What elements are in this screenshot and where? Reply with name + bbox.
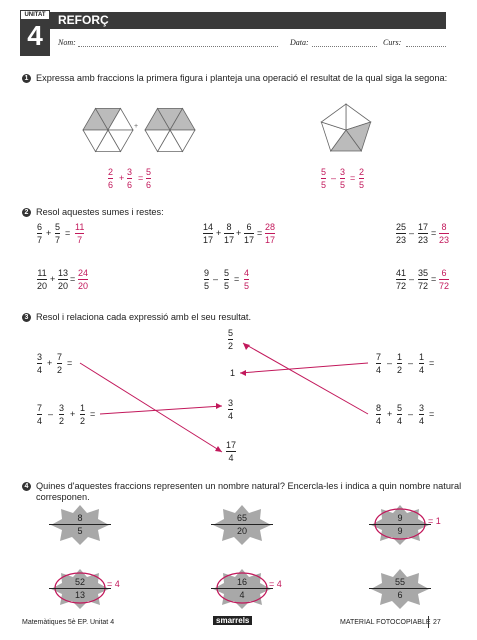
fraction: 65 20 [211, 513, 273, 536]
fraction: 3 4 [37, 352, 43, 375]
arrow-head [240, 370, 246, 376]
arrow-head [216, 403, 222, 409]
fraction: 5 4 [397, 403, 403, 426]
fraction-result: 11 7 [75, 222, 85, 245]
figure-plus-sign: + [134, 123, 139, 130]
star-fraction[interactable] [211, 503, 273, 547]
fraction: 1 4 [419, 352, 425, 375]
exercise-instruction: Expressa amb fraccions la primera figura i planteja una operació el resultat de la qual siga la segona: [36, 73, 448, 83]
course-line: Curs: [383, 38, 402, 47]
star-fraction[interactable] [369, 503, 431, 547]
fraction: 3 6 [127, 167, 133, 190]
fraction: 7 4 [37, 403, 43, 426]
fraction: 1 2 [80, 403, 86, 426]
fraction: 7 2 [57, 352, 63, 375]
star-answer: = 4 [269, 579, 282, 589]
fraction: 3 5 [340, 167, 346, 190]
fraction: 7 4 [376, 352, 382, 375]
match-line [240, 363, 368, 373]
fraction-result: 6 72 [439, 268, 450, 291]
unit-label: UNITAT [24, 12, 46, 18]
star-fraction[interactable] [369, 567, 431, 611]
fraction: 8 5 [49, 513, 111, 536]
fraction-result: 24 20 [78, 268, 89, 291]
fraction: 11 20 [37, 268, 48, 291]
match-line [100, 406, 222, 414]
exercise-number: 1 [22, 74, 31, 83]
fraction: 3 2 [59, 403, 65, 426]
fraction: 3 4 [419, 403, 425, 426]
star-answer: = 1 [428, 516, 441, 526]
fraction-result: 5 6 [146, 167, 152, 190]
fraction: 6 7 [37, 222, 43, 245]
fraction: 13 20 [58, 268, 69, 291]
result-option: 3 4 [228, 398, 234, 421]
publisher-logo: smarrels [213, 616, 252, 625]
arrow-head [215, 446, 222, 452]
exercise-instruction: Resol aquestes sumes i restes: [36, 207, 164, 217]
fraction: 8 4 [376, 403, 382, 426]
fraction: 52 13 [49, 577, 111, 600]
fraction: 9 9 [369, 513, 431, 536]
fraction-result: 4 5 [244, 268, 250, 291]
fraction: 5 7 [55, 222, 61, 245]
unit-number: 4 [21, 19, 49, 55]
fraction-result: 28 17 [265, 222, 276, 245]
exercise-instruction-cont: corresponen. [36, 492, 90, 502]
fraction-result: 8 23 [439, 222, 450, 245]
fraction: 2 6 [108, 167, 114, 190]
footer-right: MATERIAL FOTOCOPIABLE [340, 619, 431, 626]
fraction: 1 2 [397, 352, 403, 375]
date-line: Data: [290, 38, 309, 47]
fraction: 17 23 [418, 222, 429, 245]
fraction: 14 17 [203, 222, 214, 245]
result-option: 5 2 [228, 328, 234, 351]
page-title: REFORÇ [58, 13, 109, 27]
star-fraction[interactable] [49, 567, 111, 611]
fraction: 55 6 [369, 577, 431, 600]
exercise-instruction: Quines d'aquestes fraccions representen un nombre natural? Encercla-les i indica a quin nombre natural [36, 481, 462, 491]
fraction: 5 5 [224, 268, 230, 291]
exercise-instruction: Resol i relaciona cada expressió amb el seu resultat. [36, 312, 251, 322]
star-fraction[interactable] [211, 567, 273, 611]
exercise-number: 3 [22, 313, 31, 322]
footer-left: Matemàtiques 5è EP. Unitat 4 [22, 619, 115, 626]
fraction: 35 72 [418, 268, 429, 291]
fraction: 25 23 [396, 222, 407, 245]
name-line: Nom: [58, 38, 76, 47]
fraction: 41 72 [396, 268, 407, 291]
exercise-number: 2 [22, 208, 31, 217]
fraction: 16 4 [211, 577, 273, 600]
star-fraction[interactable] [49, 503, 111, 547]
fraction: 5 5 [321, 167, 327, 190]
fraction: 9 5 [204, 268, 210, 291]
match-line [243, 343, 368, 414]
fraction-result: 2 5 [359, 167, 365, 190]
result-option: 17 4 [226, 440, 237, 463]
footer-divider [428, 616, 429, 628]
exercise-number: 4 [22, 482, 31, 491]
fraction: 8 17 [224, 222, 235, 245]
star-answer: = 4 [107, 579, 120, 589]
result-option: 1 [230, 368, 236, 378]
page-number: 27 [433, 619, 441, 626]
fraction: 6 17 [244, 222, 255, 245]
